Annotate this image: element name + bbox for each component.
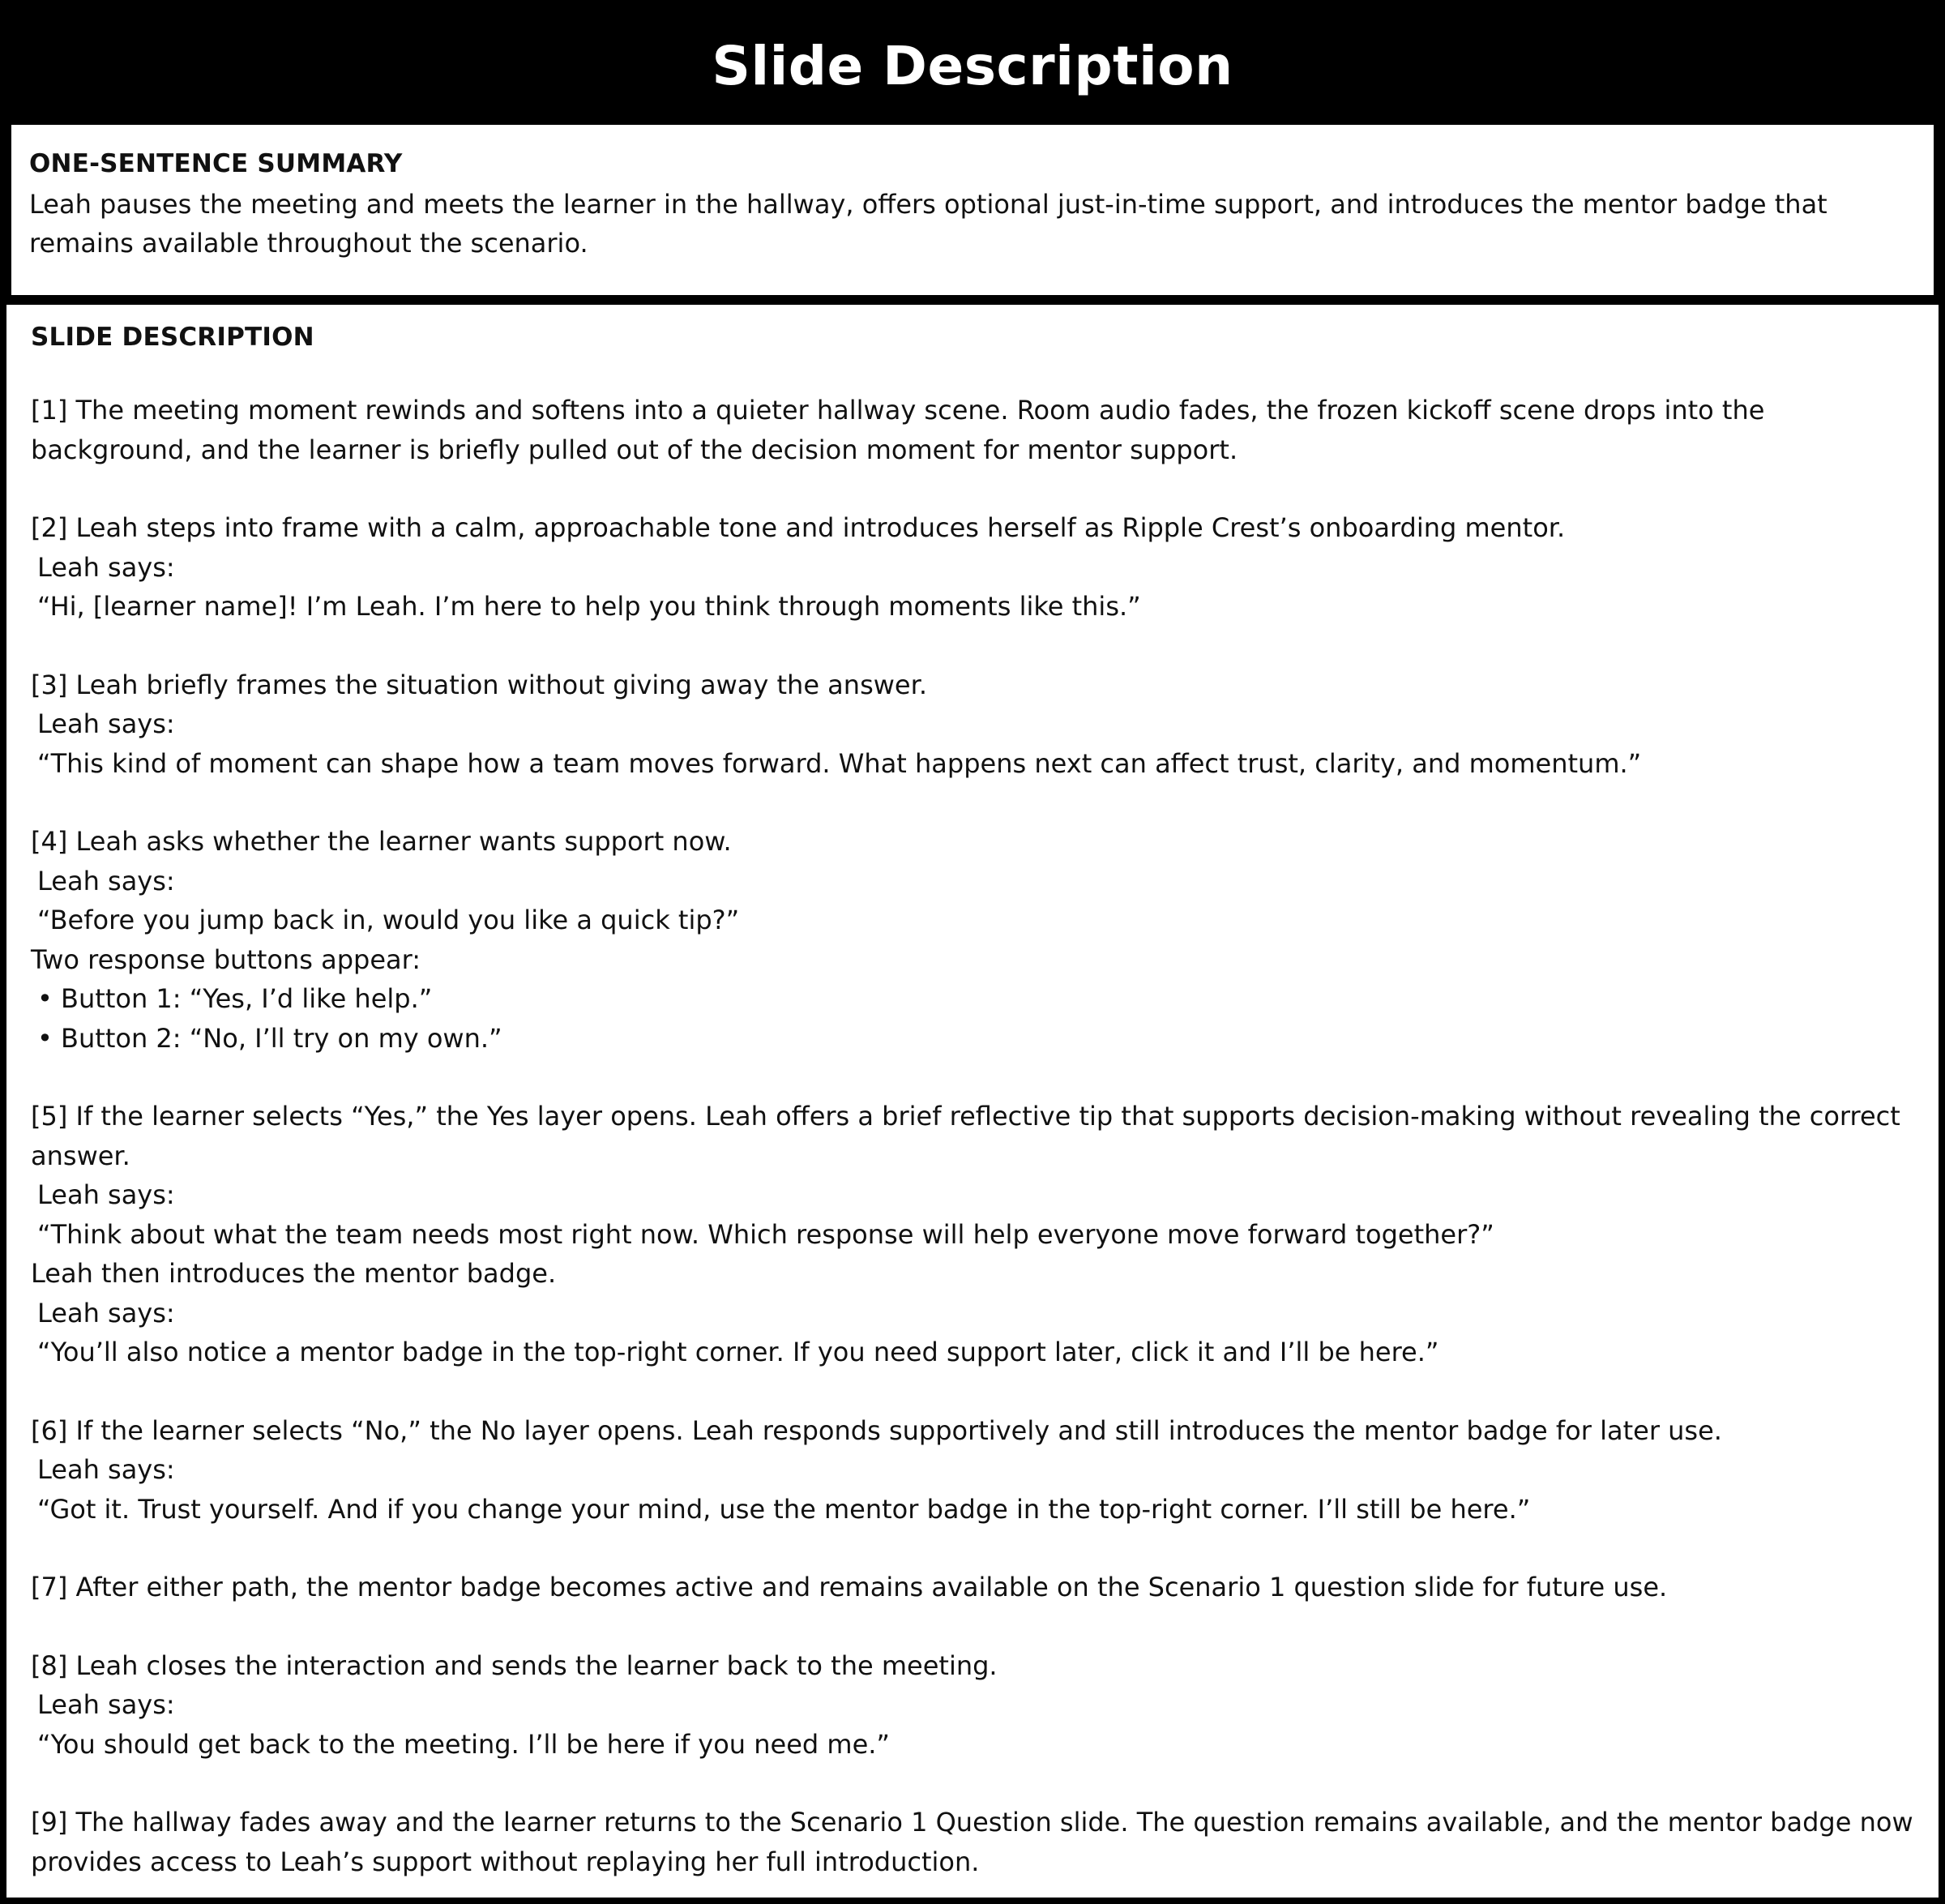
summary-section bbox=[6, 125, 1939, 295]
step-text: [4] Leah asks whether the learner wants support now. bbox=[31, 826, 732, 857]
step-line: “Before you jump back in, would you like a quick tip?” bbox=[37, 905, 740, 935]
title-bar bbox=[6, 6, 1939, 125]
step-line: Leah says: bbox=[37, 1297, 175, 1329]
step-line: “You’ll also notice a mentor badge in the top-right corner. If you need support later, click it and I’ll be here.” bbox=[37, 1337, 1439, 1367]
step-line: Leah then introduces the mentor badge. bbox=[31, 1258, 557, 1289]
step-line: • Button 2: “No, I’ll try on my own.” bbox=[37, 1022, 502, 1054]
step-text: [5] If the learner selects “Yes,” the Yes layer opens. Leah offers a brief reflective tip that supports decision-making without revealing the correct answer. bbox=[31, 1101, 1900, 1171]
description-step bbox=[31, 665, 1919, 784]
description-step bbox=[31, 508, 1919, 627]
step-line: Leah says: bbox=[37, 1689, 175, 1720]
step-line: Leah says: bbox=[37, 551, 175, 583]
description-step bbox=[31, 1803, 1919, 1881]
section-divider bbox=[6, 295, 1939, 305]
description-step bbox=[31, 1646, 1919, 1765]
step-text: [3] Leah briefly frames the situation without giving away the answer. bbox=[31, 669, 927, 700]
step-line: Leah says: bbox=[37, 708, 175, 739]
description-step bbox=[31, 1097, 1919, 1372]
page-title: Slide Description bbox=[712, 34, 1233, 97]
description-step bbox=[31, 822, 1919, 1058]
description-label: SLIDE DESCRIPTION bbox=[31, 323, 314, 352]
step-line: “Got it. Trust yourself. And if you change your mind, use the mentor badge in the top-right corner. I’ll still be here.” bbox=[37, 1493, 1531, 1525]
step-line: “You should get back to the meeting. I’ll be here if you need me.” bbox=[37, 1728, 890, 1760]
description-step bbox=[31, 1411, 1919, 1530]
step-line: Leah says: bbox=[37, 1179, 175, 1210]
step-text: [9] The hallway fades away and the learner returns to the Scenario 1 Question slide. The question remains available, and the mentor badge now provides access to Leah’s support without replaying her full introduction. bbox=[31, 1807, 1913, 1877]
description-steps bbox=[31, 391, 1919, 1881]
step-line: Two response buttons appear: bbox=[31, 943, 421, 975]
step-text: [8] Leah closes the interaction and sends the learner back to the meeting. bbox=[31, 1649, 998, 1681]
summary-text: Leah pauses the meeting and meets the learner in the hallway, offers optional just-in-time support, and introduces the mentor badge that remains available throughout the scenario. bbox=[29, 189, 1827, 259]
step-text: [1] The meeting moment rewinds and softens into a quieter hallway scene. Room audio fades, the frozen kickoff scene drops into the background, and the learner is briefly pulled out of the decision moment for mentor support. bbox=[31, 395, 1765, 465]
step-text: [7] After either path, the mentor badge becomes active and remains available on the Scenario 1 question slide for future use. bbox=[31, 1572, 1668, 1602]
description-step bbox=[31, 391, 1919, 469]
step-line: “This kind of moment can shape how a team moves forward. What happens next can affect trust, clarity, and momentum.” bbox=[37, 747, 1642, 779]
step-line: • Button 1: “Yes, I’d like help.” bbox=[37, 983, 433, 1014]
step-line: Leah says: bbox=[37, 1454, 175, 1485]
description-section bbox=[6, 305, 1939, 1881]
description-step bbox=[31, 1568, 1919, 1607]
step-line: “Hi, [learner name]! I’m Leah. I’m here to help you think through moments like this.” bbox=[37, 591, 1141, 622]
summary-label: ONE-SENTENCE SUMMARY bbox=[29, 149, 403, 178]
step-line: Leah says: bbox=[37, 865, 175, 896]
step-line: “Think about what the team needs most right now. Which response will help everyone move forward together?” bbox=[37, 1218, 1494, 1250]
step-text: [2] Leah steps into frame with a calm, approachable tone and introduces herself as Ripple Crest’s onboarding mentor. bbox=[31, 512, 1566, 543]
step-text: [6] If the learner selects “No,” the No layer opens. Leah responds supportively and still introduces the mentor badge for later use. bbox=[31, 1414, 1722, 1446]
